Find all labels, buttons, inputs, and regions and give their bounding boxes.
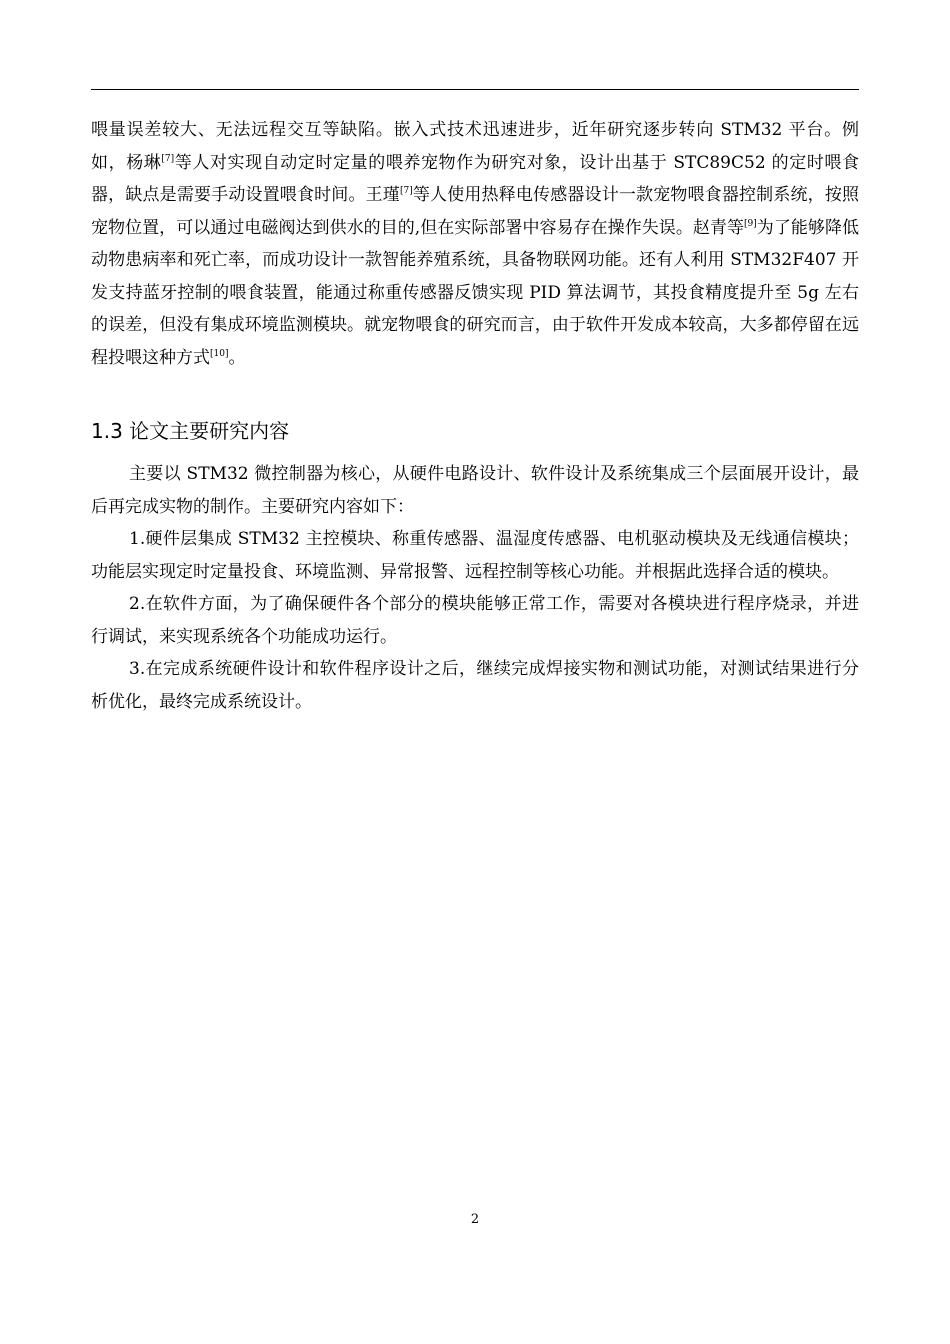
intro-text-2: 等人对实现自动定时定量的喂养宠物作为研究对象，设计出基于 STC89C52 的定时喂食器，缺点是需要手动设置喂食时间。王瑾	[91, 152, 860, 205]
page-body	[91, 114, 859, 718]
citation-7b: [7]	[399, 186, 413, 196]
header-rule	[91, 89, 859, 90]
intro-text-4: 为了能够降低动物患病率和死亡率，而成功设计一款智能养殖系统，具备物联网功能。还有人利用 STM32F407 开发支持蓝牙控制的喂食装置，能通过称重传感器反馈实现 PID 算法调节，其投食精度提升至 5g 左右的误差，但没有集成环境监测模块。就宠物喂食的研究而言，由于软件开发成本较高，大多都停留在远程投喂这种方式	[91, 217, 859, 368]
citation-10: [10]	[210, 348, 229, 359]
intro-text-5: 。	[228, 347, 246, 368]
research-item-1: 1.硬件层集成 STM32 主控模块、称重传感器、温湿度传感器、电机驱动模块及无线通信模块；功能层实现定时定量投食、环境监测、异常报警、远程控制等核心功能。并根据此选择合适的模块。	[91, 529, 859, 582]
citation-9: [9]	[744, 218, 757, 229]
intro-text-1: 喂量误差较大、无法远程交互等缺陷。嵌入式技术迅速进步，近年研究逐步转向 STM32 平台。例如，杨琳	[91, 120, 859, 173]
section-paragraph-intro: 主要以 STM32 微控制器为核心，从硬件电路设计、软件设计及系统集成三个层面展开设计，最后再完成实物的制作。主要研究内容如下：	[91, 464, 859, 517]
research-item-3: 3.在完成系统硬件设计和软件程序设计之后，继续完成焊接实物和测试功能，对测试结果进行分析优化，最终完成系统设计。	[91, 659, 859, 712]
intro-text-3: 等人使用热释电传感器设计一款宠物喂食器控制系统，按照宠物位置，可以通过电磁阀达到供水的目的,但在实际部署中容易存在操作失误。赵青等	[91, 185, 860, 238]
section-heading: 1.3 论文主要研究内容	[91, 419, 290, 443]
citation-7a: [7]	[161, 153, 175, 164]
page-number: 2	[470, 1212, 480, 1227]
research-item-2: 2.在软件方面，为了确保硬件各个部分的模块能够正常工作，需要对各模块进行程序烧录，并进行调试，来实现系统各个功能成功运行。	[91, 594, 859, 647]
intro-paragraph	[91, 114, 859, 374]
